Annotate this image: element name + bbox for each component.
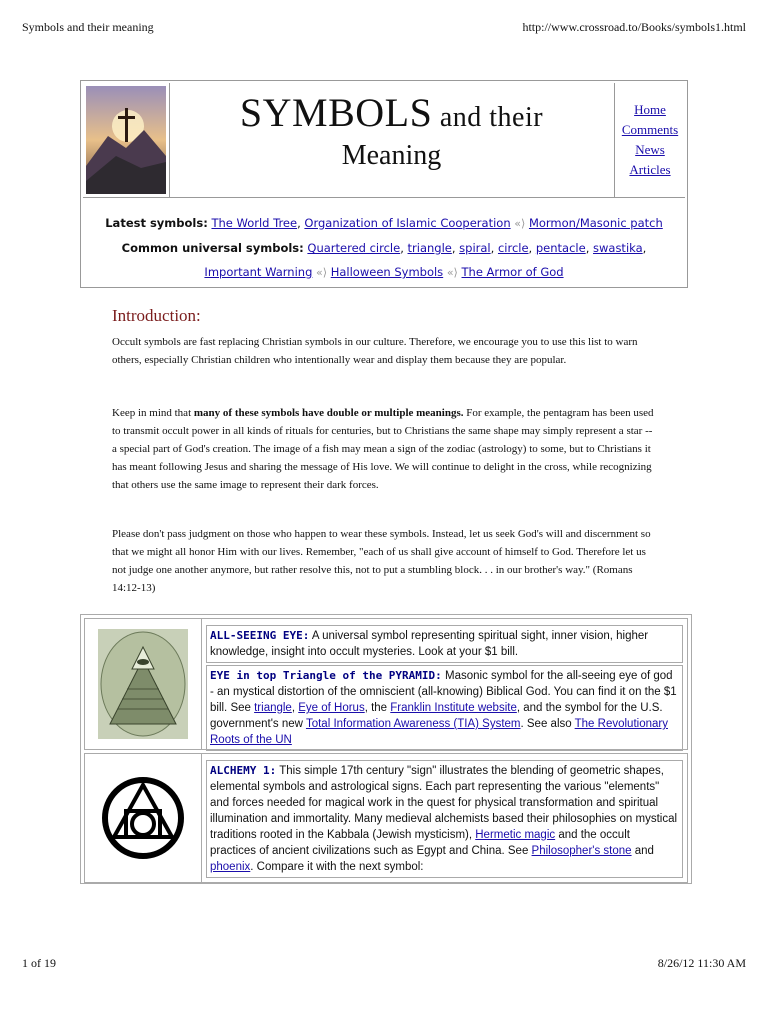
un-roots-link[interactable]: The Revolutionary Roots of the UN [210,718,668,746]
common-symbols-line: Common universal symbols: Quartered circle, triangle, spiral, circle, pentacle, swastika, [121,241,647,255]
term-all-seeing-eye: ALL-SEEING EYE: [210,629,310,642]
cross-mountain-painting-icon [86,86,166,194]
intro-paragraph-2: Keep in mind that many of these symbols have double or multiple meanings. For example, the pentagram has been used to transmit occult power in all kinds of rituals for centuries, but to Christians the same shape may simply represent a star -- a special part of God's creation. The image of a fish may mean a sign of the zodiac (astrology) to some, but to Christians it has meant following Jesus and sharing the message of His love. We will continue to delight in the cross, while recognizing that others use the same image to represent their dark forces. [112,407,654,491]
term-alchemy: ALCHEMY 1: [210,764,277,777]
page-subtitle: Meaning [341,140,442,171]
symbols-table [80,614,692,884]
print-url: http://www.crossroad.to/Books/symbols1.html [522,20,746,34]
eye-pyramid-entry: EYE in top Triangle of the PYRAMID: Masonic symbol for the all-seeing eye of god - an mystical distortion of the omniscient (all-knowing) Biblical God. You can find it on the $1 bill. See triangle, Eye of Horus, the Franklin Institute website, and the symbol for the U.S. government's new Total Information Awareness (TIA) System. See also The Revolutionary Roots of the UN [206,665,683,751]
bottom-links-line [83,260,685,285]
triangle-link[interactable]: triangle [407,241,452,255]
banner-top [83,83,685,198]
banner [80,80,688,288]
intro-paragraph-1: Occult symbols are fast replacing Christian symbols in our culture. Therefore, we encourage you to use this list to warn others, especially Christian children who intentionally wear and display them because they are popular. [112,336,638,366]
important-warning-link[interactable]: Important Warning [204,265,313,279]
print-header [22,20,746,35]
term-eye-pyramid: EYE in top Triangle of the PYRAMID: [210,669,442,682]
eye-of-horus-link[interactable]: Eye of Horus [298,702,365,714]
intro-heading: Introduction: [112,306,201,325]
image-cell [85,619,202,749]
nav-comments-link[interactable]: Comments [621,122,679,137]
spiral-link[interactable]: spiral [459,241,491,255]
alchemy-entry: ALCHEMY 1: This simple 17th century "sign" illustrates the blending of geometric shapes, elemental symbols and astrological signs. Each part representing the various "elements" and forces needed for magical work in the quest for physical transformation and spiritual illumination and immortality. Many medieval alchemists based their philosophies on mystical traditions rooted in the Kabbala (Jewish mysticism), Hermetic magic and the occult practices of ancient civilizations such as Egypt and China. See Philosopher's stone and phoenix. Compare it with the next symbol: [206,760,683,878]
nav-home-link[interactable]: Home [634,102,666,117]
print-title: Symbols and their meaning [22,20,154,34]
world-tree-link[interactable]: The World Tree [211,216,298,230]
alchemy-symbol-icon [98,773,188,863]
logo-cell [83,83,170,197]
quartered-circle-link[interactable]: Quartered circle [307,241,401,255]
philosophers-stone-link[interactable]: Philosopher's stone [531,845,632,857]
eye-pyramid-icon [98,629,188,739]
table-row [84,753,688,883]
nav-menu [615,83,685,197]
print-datetime: 8/26/12 11:30 AM [657,956,746,970]
symbol-links [83,199,685,285]
phoenix-link[interactable]: phoenix [210,861,251,873]
symbol-description [202,619,687,749]
table-row [84,618,688,750]
page-title: SYMBOLS and their [239,90,544,135]
separator-icon: «⟩ [316,266,328,279]
halloween-symbols-link[interactable]: Halloween Symbols [330,265,444,279]
franklin-institute-link[interactable]: Franklin Institute website [390,702,517,714]
symbol-description [202,754,687,882]
nav-articles-link[interactable]: Articles [629,162,671,177]
swastika-link[interactable]: swastika [593,241,643,255]
separator-icon: «⟩ [446,266,458,279]
oic-link[interactable]: Organization of Islamic Cooperation [304,216,511,230]
circle-link[interactable]: circle [497,241,529,255]
intro-paragraph-3: Please don't pass judgment on those who happen to wear these symbols. Instead, let us seek God's will and discernment so that we might all honor Him with our lives. Remember, "each of us shall give account of himself to God. Therefore let us not judge one another anymore, but rather resolve this, not to put a stumbling block. . . in our brother's way." (Romans 14:12-13) [112,528,651,594]
image-cell [85,754,202,882]
armor-of-god-link[interactable]: The Armor of God [461,265,564,279]
all-seeing-eye-entry: ALL-SEEING EYE: A universal symbol representing spiritual sight, inner vision, higher knowledge, insight into occult mysteries. Look at your $1 bill. [206,625,683,663]
nav-news-link[interactable]: News [635,142,665,157]
tia-system-link[interactable]: Total Information Awareness (TIA) System [305,718,521,730]
separator-icon: «⟩ [514,217,526,230]
title-cell [169,83,615,197]
latest-symbols-line: Latest symbols: The World Tree, Organization of Islamic Cooperation «⟩ Mormon/Masonic patch [105,216,663,230]
print-footer [22,956,746,971]
triangle-link[interactable]: triangle [254,702,292,714]
page-number: 1 of 19 [22,956,56,970]
pentacle-link[interactable]: pentacle [535,241,586,255]
mormon-patch-link[interactable]: Mormon/Masonic patch [528,216,663,230]
hermetic-magic-link[interactable]: Hermetic magic [475,829,556,841]
